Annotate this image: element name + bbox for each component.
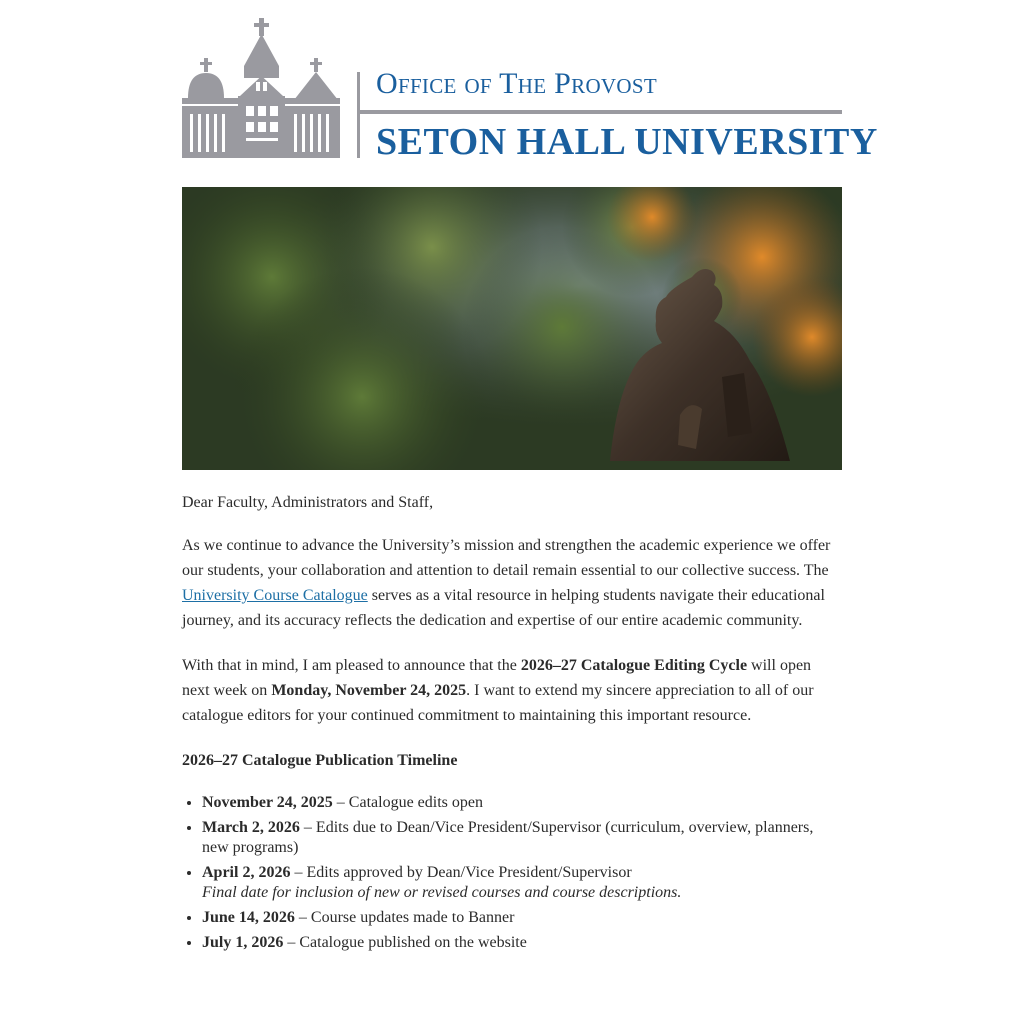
timeline-text: – Catalogue published on the website <box>283 934 527 951</box>
university-name: SETON HALL UNIVERSITY <box>376 121 878 163</box>
logo-divider-vertical <box>357 72 360 158</box>
logo-divider-horizontal <box>360 110 842 114</box>
statue-photo <box>182 187 842 470</box>
timeline-text: – Edits due to Dean/Vice President/Supervisor (curriculum, overview, planners, new programs) <box>202 819 814 856</box>
announcement-text-3: . I want to extend my sincere appreciation to all of our catalogue editors for your continued commitment to maintaining this important resource. <box>182 682 814 724</box>
course-catalogue-link[interactable]: University Course Catalogue <box>182 587 368 604</box>
email-page <box>182 0 878 951</box>
church-towers-logo-icon <box>182 18 342 158</box>
announcement-paragraph <box>182 653 842 728</box>
editing-cycle-label: 2026–27 Catalogue Editing Cycle <box>520 657 748 674</box>
open-date: Monday, November 24, 2025 <box>271 682 467 699</box>
timeline-date: March 2, 2026 <box>202 819 300 836</box>
timeline-item <box>202 933 842 953</box>
timeline-item <box>202 863 842 903</box>
timeline-date: April 2, 2026 <box>202 864 291 881</box>
announcement-text-1: With that in mind, I am pleased to announce that the <box>182 657 521 674</box>
timeline-text: – Catalogue edits open <box>332 794 483 811</box>
provost-header <box>182 0 878 187</box>
greeting: Dear Faculty, Administrators and Staff, <box>182 494 434 511</box>
timeline-text: – Course updates made to Banner <box>294 909 515 926</box>
timeline-item <box>202 793 842 813</box>
intro-paragraph <box>182 533 842 633</box>
intro-text-start: As we continue to advance the University’s mission and strengthen the academic experience we offer our students, your collaboration and attention to detail remain essential to our collective success. The <box>182 537 831 579</box>
timeline-note: Final date for inclusion of new or revised courses and course descriptions. <box>202 884 682 901</box>
timeline-list <box>182 793 842 953</box>
timeline-date: June 14, 2026 <box>202 909 295 926</box>
timeline-text: – Edits approved by Dean/Vice President/Supervisor <box>290 864 632 881</box>
timeline-item <box>202 818 842 858</box>
timeline-date: November 24, 2025 <box>202 794 333 811</box>
timeline-item <box>202 908 842 928</box>
office-title: Office of The Provost <box>376 67 657 100</box>
timeline-date: July 1, 2026 <box>202 934 284 951</box>
email-body <box>182 490 842 958</box>
intro-text-end: serves as a vital resource in helping students navigate their educational journey, and its accuracy reflects the dedication and expertise of our entire academic community. <box>182 587 825 629</box>
announcement-text-2: will open next week on <box>182 657 812 699</box>
timeline-heading: 2026–27 Catalogue Publication Timeline <box>182 752 458 769</box>
hero-image <box>182 187 842 470</box>
